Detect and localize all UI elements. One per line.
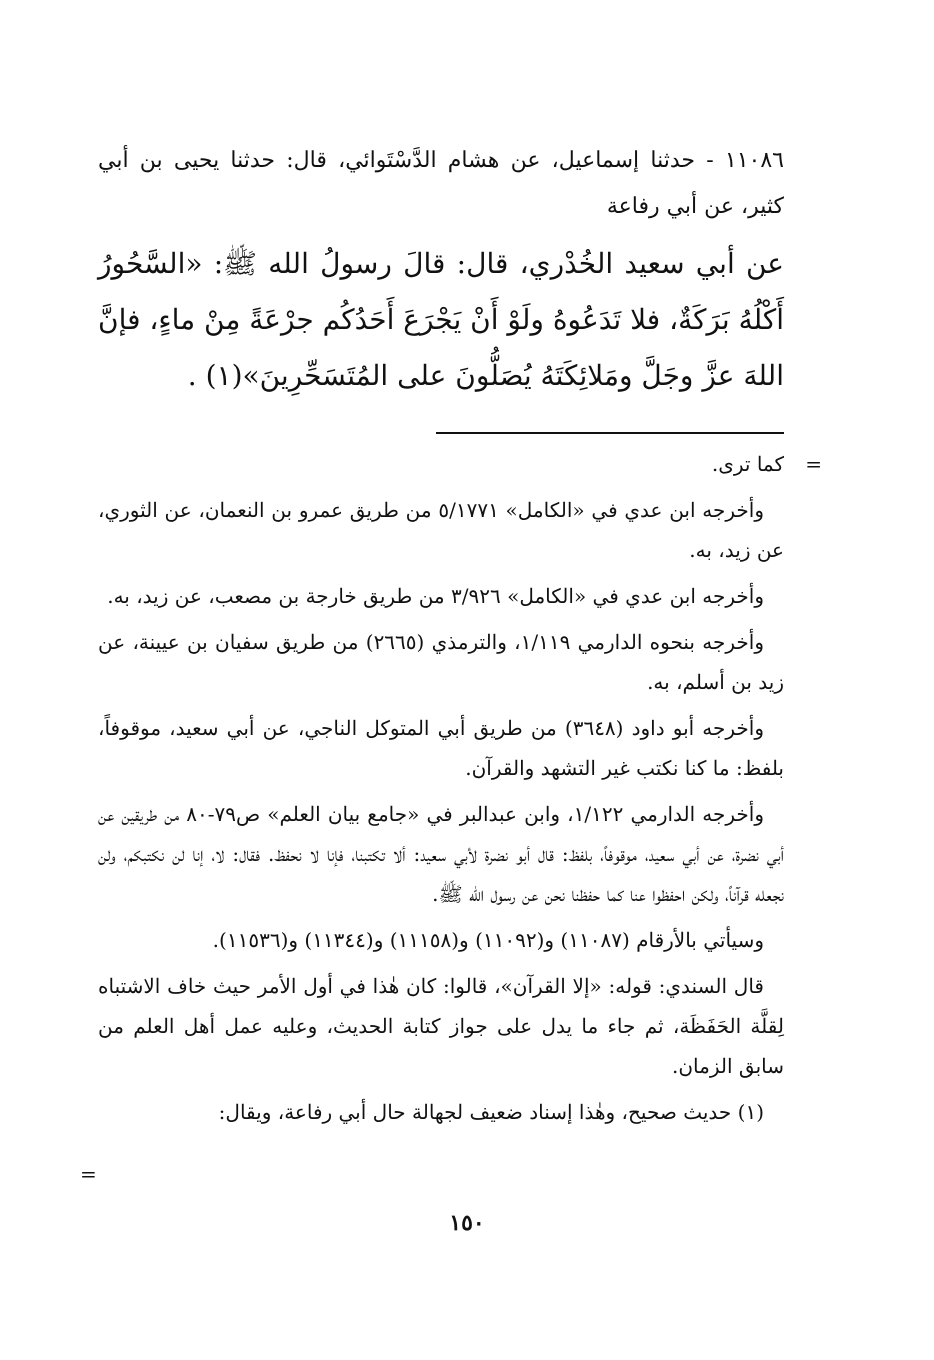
footnote-end-mark: = [80, 1162, 97, 1186]
footnote-paragraph: وسيأتي بالأرقام (١١٠٨٧) و(١١٠٩٢) و(١١١٥٨) و(١١٣٤٤) و(١١٥٣٦). [212, 928, 764, 952]
page-number: ١٥٠ [449, 1210, 485, 1236]
footnote-paragraph: وأخرجه أبو داود (٣٦٤٨) من طريق أبي المتوكل الناجي، عن أبي سعيد، موقوفاً، بلفظ: ما كنا نكتب غير التشهد والقرآن. [98, 716, 784, 780]
footnote-separator [436, 432, 784, 434]
footnote-paragraph: وأخرجه الدارمي ١/١٢٢، وابن عبدالبر في «جامع بيان العلم» ص٧٩-٨٠ من طريقين عن أبي نضرة، عن أبي سعيد، موقوفاً، بلفظ: قال أبو نضرة لأبي سعيد: ألا تكتبنا، فإنا لا نحفظ. فقال: لا، إنا لن نكتبكم، ولن نجعله قرآناً، ولكن احفظوا عنا كما حفظنا نحن عن رسول الله ﷺ. [98, 802, 784, 906]
footnote-paragraph: وأخرجه ابن عدي في «الكامل» ٥/١٧٧١ من طريق عمرو بن النعمان، عن الثوري، عن زيد، به. [98, 498, 784, 562]
footnote-1: (١) حديث صحيح، وهٰذا إسناد ضعيف لجهالة حال أبي رفاعة، ويقال: [218, 1100, 764, 1124]
footnote-continuation-mark: = [805, 452, 822, 476]
footnote-paragraph: وأخرجه ابن عدي في «الكامل» ٣/٩٢٦ من طريق خارجة بن مصعب، عن زيد، به. [107, 584, 764, 608]
hadith-chain: ١١٠٨٦ - حدثنا إسماعيل، عن هشام الدَّسْتَوائي، قال: حدثنا يحيى بن أبي كثير، عن أبي رفاعة [98, 148, 784, 219]
hadith-text: عن أبي سعيد الخُدْري، قال: قالَ رسولُ الله ﷺ: «السَّحُورُ أَكْلُهُ بَرَكَةٌ، فلا تَدَعُوهُ ولَوْ أَنْ يَجْرَعَ أَحَدُكُم جرْعَةً مِنْ ماءٍ، فإنَّ اللهَ عزَّ وجَلَّ ومَلائِكَتَهُ يُصَلُّونَ على المُتَسَحِّرِينَ»(١) . [98, 247, 784, 392]
footnote-paragraph: كما ترى. [711, 452, 784, 476]
footnote-paragraph: وأخرجه بنحوه الدارمي ١/١١٩، والترمذي (٢٦٦٥) من طريق سفيان بن عيينة، عن زيد بن أسلم، به. [98, 630, 784, 694]
footnotes [98, 444, 784, 1138]
footnote-paragraph: قال السندي: قوله: «إلا القرآن»، قالوا: كان هٰذا في أول الأمر حيث خاف الاشتباه لِقلَّة الحَفَظَة، ثم جاء ما يدل على جواز كتابة الحديث، وعليه عمل أهل العلم من سابق الزمان. [98, 974, 784, 1078]
